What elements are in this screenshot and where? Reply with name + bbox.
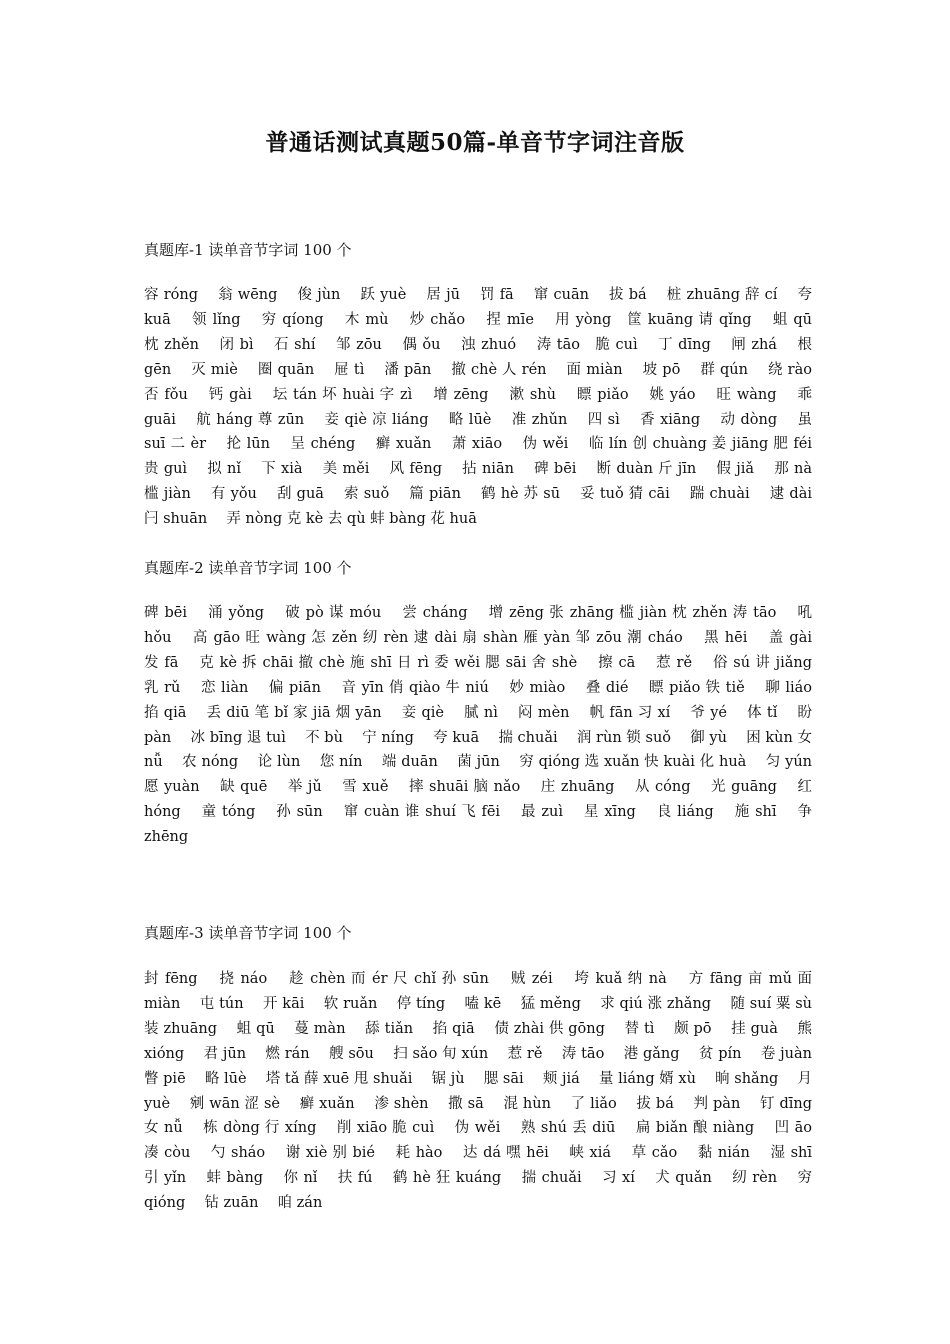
page-title: 普通话测试真题50篇-单音节字词注音版 bbox=[265, 129, 685, 156]
section-heading-2: 真题库-2 读单音节字词 100 个 bbox=[144, 559, 352, 577]
section-heading-1: 真题库-1 读单音节字词 100 个 bbox=[144, 241, 352, 259]
section-heading-3: 真题库-3 读单音节字词 100 个 bbox=[144, 924, 352, 942]
word-list-2: 碑 bēi 涌 yǒng 破 pò 谋 móu 尝 cháng 增 zēng 张 zhāng 槛 jiàn 枕 zhěn 涛 tāo 吼 hǒu 高 gāo 旺 wàng 怎 zěn 纫 rèn 逮 dài 扇 shàn 雁 yàn 邹 zōu 潮 cháo 黑 hēi 盖 gài 发 fā 克 kè 拆 chāi 撤 chè 施 shī 日 rì 委 wěi 腮 sāi 舍 shè 擦 cā 惹 rě 俗 sú 讲 jiǎng 乳 rǔ 恋 liàn 偏 piān 音 yīn 俏 qiào 牛 niú 妙 miào 叠 dié 瞟 piǎo 铁 tiě 聊 liáo 掐 qiā 丢 diū 笔 bǐ 家 jiā 烟 yān 妾 qiè 腻 nì 闷 mèn 帆 fān 习 xí 爷 yé 体 tǐ 盼 pàn 冰 bīng 退 tuì 不 bù 宁 níng 夸 kuā 揣 chuǎi 润 rùn 锁 suǒ 御 yù 困 kùn 女 nǚ 农 nóng 论 lùn 您 nín 端 duān 菌 jūn 穷 qióng 选 xuǎn 快 kuài 化 huà 匀 yún 愿 yuàn 缺 quē 举 jǔ 雪 xuě 摔 shuāi 脑 nǎo 庄 zhuāng 从 cóng 光 guāng 红 hóng 童 tóng 孙 sūn 窜 cuàn 谁 shuí 飞 fēi 最 zuì 星 xīng 良 liáng 施 shī 争 zhēng bbox=[144, 605, 832, 846]
word-list-1: 容 róng 翁 wēng 俊 jùn 跃 yuè 居 jū 罚 fā 窜 cuān 拔 bá 桩 zhuāng 辞 cí 夸 kuā 领 lǐng 穷 qíong 木 mù 炒 chǎo 捏 mīe 用 yòng 筐 kuāng 请 qǐng 蛆 qū 枕 zhěn 闭 bì 石 shí 邹 zōu 偶 ǒu 浊 zhuó 涛 tāo 脆 cuì 丁 dīng 闸 zhá 根 gēn 灭 miè 圈 quān 屉 tì 潘 pān 撤 chè 人 rén 面 miàn 坡 pō 群 qún 绕 rào 否 fǒu 钙 gài 坛 tán 坏 huài 字 zì 增 zēng 漱 shù 瞟 piǎo 姚 yáo 旺 wàng 乖 guāi 航 háng 尊 zūn 妾 qiè 凉 liáng 略 lūè 准 zhǔn 四 sì 香 xiāng 动 dòng 虽 suī 二 èr 抡 lūn 呈 chéng 癣 xuǎn 萧 xiāo 伪 wěi 临 lín 创 chuàng 姜 jiāng 肥 féi 贵 guì 拟 nǐ 下 xià 美 měi 风 fēng 拈 niān 碑 bēi 断 duàn 斤 jīn 假 jiǎ 那 nà 槛 jiàn 有 yǒu 刮 guā 索 suǒ 篇 piān 鹤 hè 苏 sū 妥 tuǒ 猜 cāi 踹 chuài 逮 dài 闩 shuān 弄 nòng 克 kè 去 qù 蚌 bàng 花 huā bbox=[144, 287, 832, 528]
word-list-3: 封 fēng 挠 náo 趁 chèn 而 ér 尺 chǐ 孙 sūn 贼 zéi 垮 kuǎ 纳 nà 方 fāng 亩 mǔ 面 miàn 屯 tún 开 kāi 软 ruǎn 停 tíng 嗑 kē 猛 měng 求 qiú 涨 zhǎng 随 suí 粟 sù 装 zhuāng 蛆 qū 蔓 màn 舔 tiǎn 掐 qiā 债 zhài 供 gōng 替 tì 颇 pō 挂 guà 熊 xióng 君 jūn 燃 rán 艘 sōu 扫 sǎo 旬 xún 惹 rě 涛 tāo 港 gǎng 贫 pín 卷 juàn 瞥 piē 略 lūè 塔 tǎ 薛 xuē 甩 shuǎi 锯 jù 腮 sāi 颊 jiá 量 liáng 婿 xù 晌 shǎng 月 yuè 剜 wān 涩 sè 癣 xuǎn 渗 shèn 撒 sā 混 hùn 了 liǎo 拔 bá 判 pàn 钉 dīng 女 nǚ 栋 dòng 行 xíng 削 xiāo 脆 cuì 伪 wěi 熟 shú 丢 diū 扁 biǎn 酿 niàng 凹 āo 凑 còu 勺 sháo 谢 xiè 别 bié 耗 hào 达 dá 嘿 hēi 峡 xiá 草 cǎo 黏 nián 湿 shī 引 yǐn 蚌 bàng 你 nǐ 扶 fú 鹤 hè 狂 kuáng 揣 chuǎi 习 xí 犬 quǎn 纫 rèn 穷 qióng 钻 zuān 咱 zán bbox=[144, 971, 832, 1212]
